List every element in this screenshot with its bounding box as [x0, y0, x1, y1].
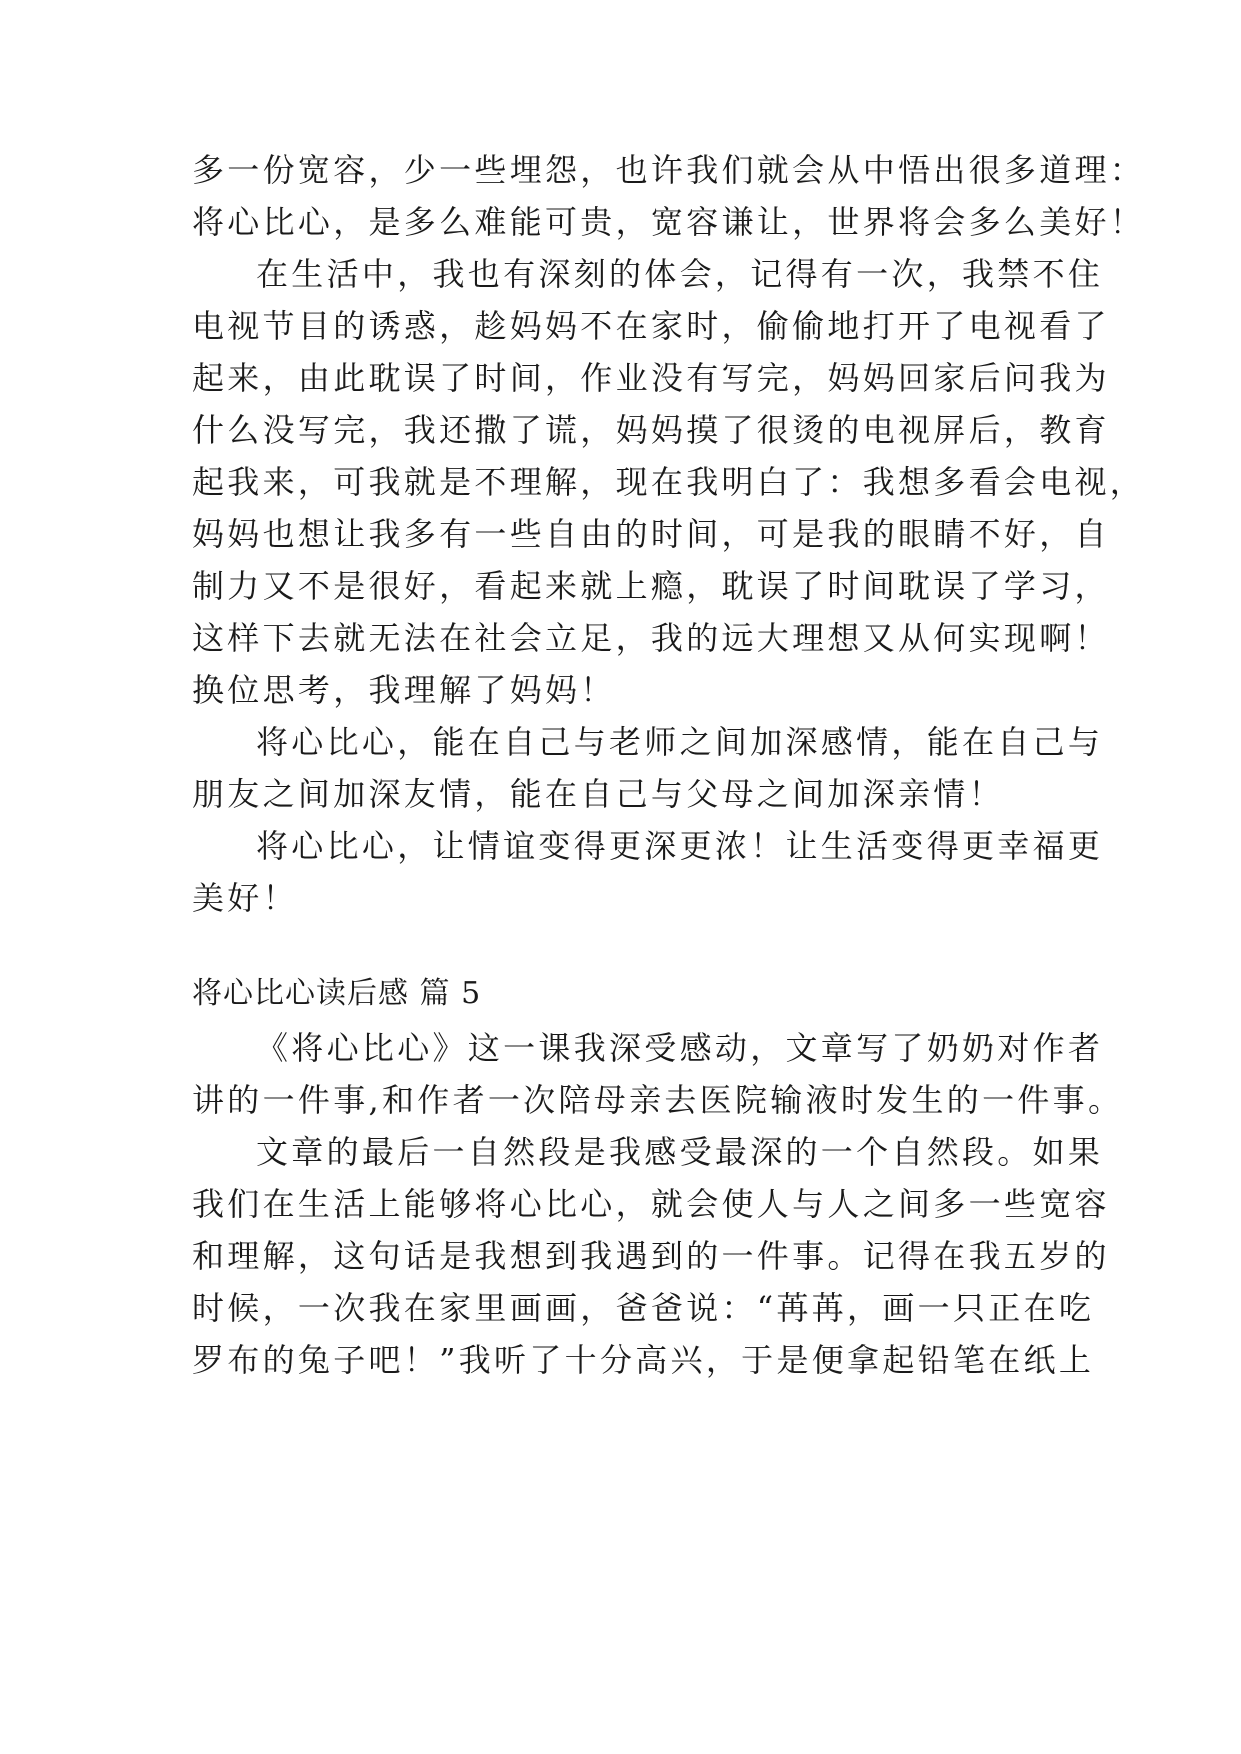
- paragraph-line: 起我来，可我就是不理解，现在我明白了：我想多看会电视，: [192, 463, 1146, 501]
- paragraph-line: 将心比心，是多么难能可贵，宽容谦让，世界将会多么美好！: [192, 203, 1146, 241]
- paragraph-line: 换位思考，我理解了妈妈！: [192, 671, 616, 709]
- paragraph-line: 我们在生活上能够将心比心，就会使人与人之间多一些宽容: [192, 1185, 1110, 1223]
- paragraph-line: 《将心比心》这一课我深受感动，文章写了奶奶对作者: [256, 1029, 1104, 1067]
- paragraph-line: 将心比心，能在自己与老师之间加深感情，能在自己与: [256, 723, 1104, 761]
- paragraph-line: 制力又不是很好，看起来就上瘾，耽误了时间耽误了学习，: [192, 567, 1110, 605]
- paragraph-line: 什么没写完，我还撒了谎，妈妈摸了很烫的电视屏后，教育: [192, 411, 1110, 449]
- paragraph-line: 美好！: [192, 879, 298, 917]
- paragraph-line: 和理解，这句话是我想到我遇到的一件事。记得在我五岁的: [192, 1237, 1110, 1275]
- paragraph-line: 多一份宽容，少一些埋怨，也许我们就会从中悟出很多道理：: [192, 151, 1146, 189]
- paragraph-line: 将心比心，让情谊变得更深更浓！让生活变得更幸福更: [256, 827, 1104, 865]
- paragraph-line: 朋友之间加深友情，能在自己与父母之间加深亲情！: [192, 775, 1004, 813]
- paragraph-line: 电视节目的诱惑，趁妈妈不在家时，偷偷地打开了电视看了: [192, 307, 1110, 345]
- paragraph-line: 起来，由此耽误了时间，作业没有写完，妈妈回家后问我为: [192, 359, 1110, 397]
- paragraph-line: 时候，一次我在家里画画，爸爸说：“苒苒，画一只正在吃: [192, 1289, 1095, 1327]
- paragraph-line: 文章的最后一自然段是我感受最深的一个自然段。如果: [256, 1133, 1104, 1171]
- paragraph-line: 罗布的兔子吧！”我听了十分高兴，于是便拿起铅笔在纸上: [192, 1341, 1095, 1379]
- paragraph-line: 妈妈也想让我多有一些自由的时间，可是我的眼睛不好，自: [192, 515, 1110, 553]
- paragraph-line: 这样下去就无法在社会立足，我的远大理想又从何实现啊！: [192, 619, 1110, 657]
- section-title: 将心比心读后感 篇 5: [192, 976, 482, 1011]
- paragraph-line: 讲的一件事,和作者一次陪母亲去医院输液时发生的一件事。: [192, 1081, 1124, 1119]
- paragraph-line: 在生活中，我也有深刻的体会，记得有一次，我禁不住: [256, 255, 1104, 293]
